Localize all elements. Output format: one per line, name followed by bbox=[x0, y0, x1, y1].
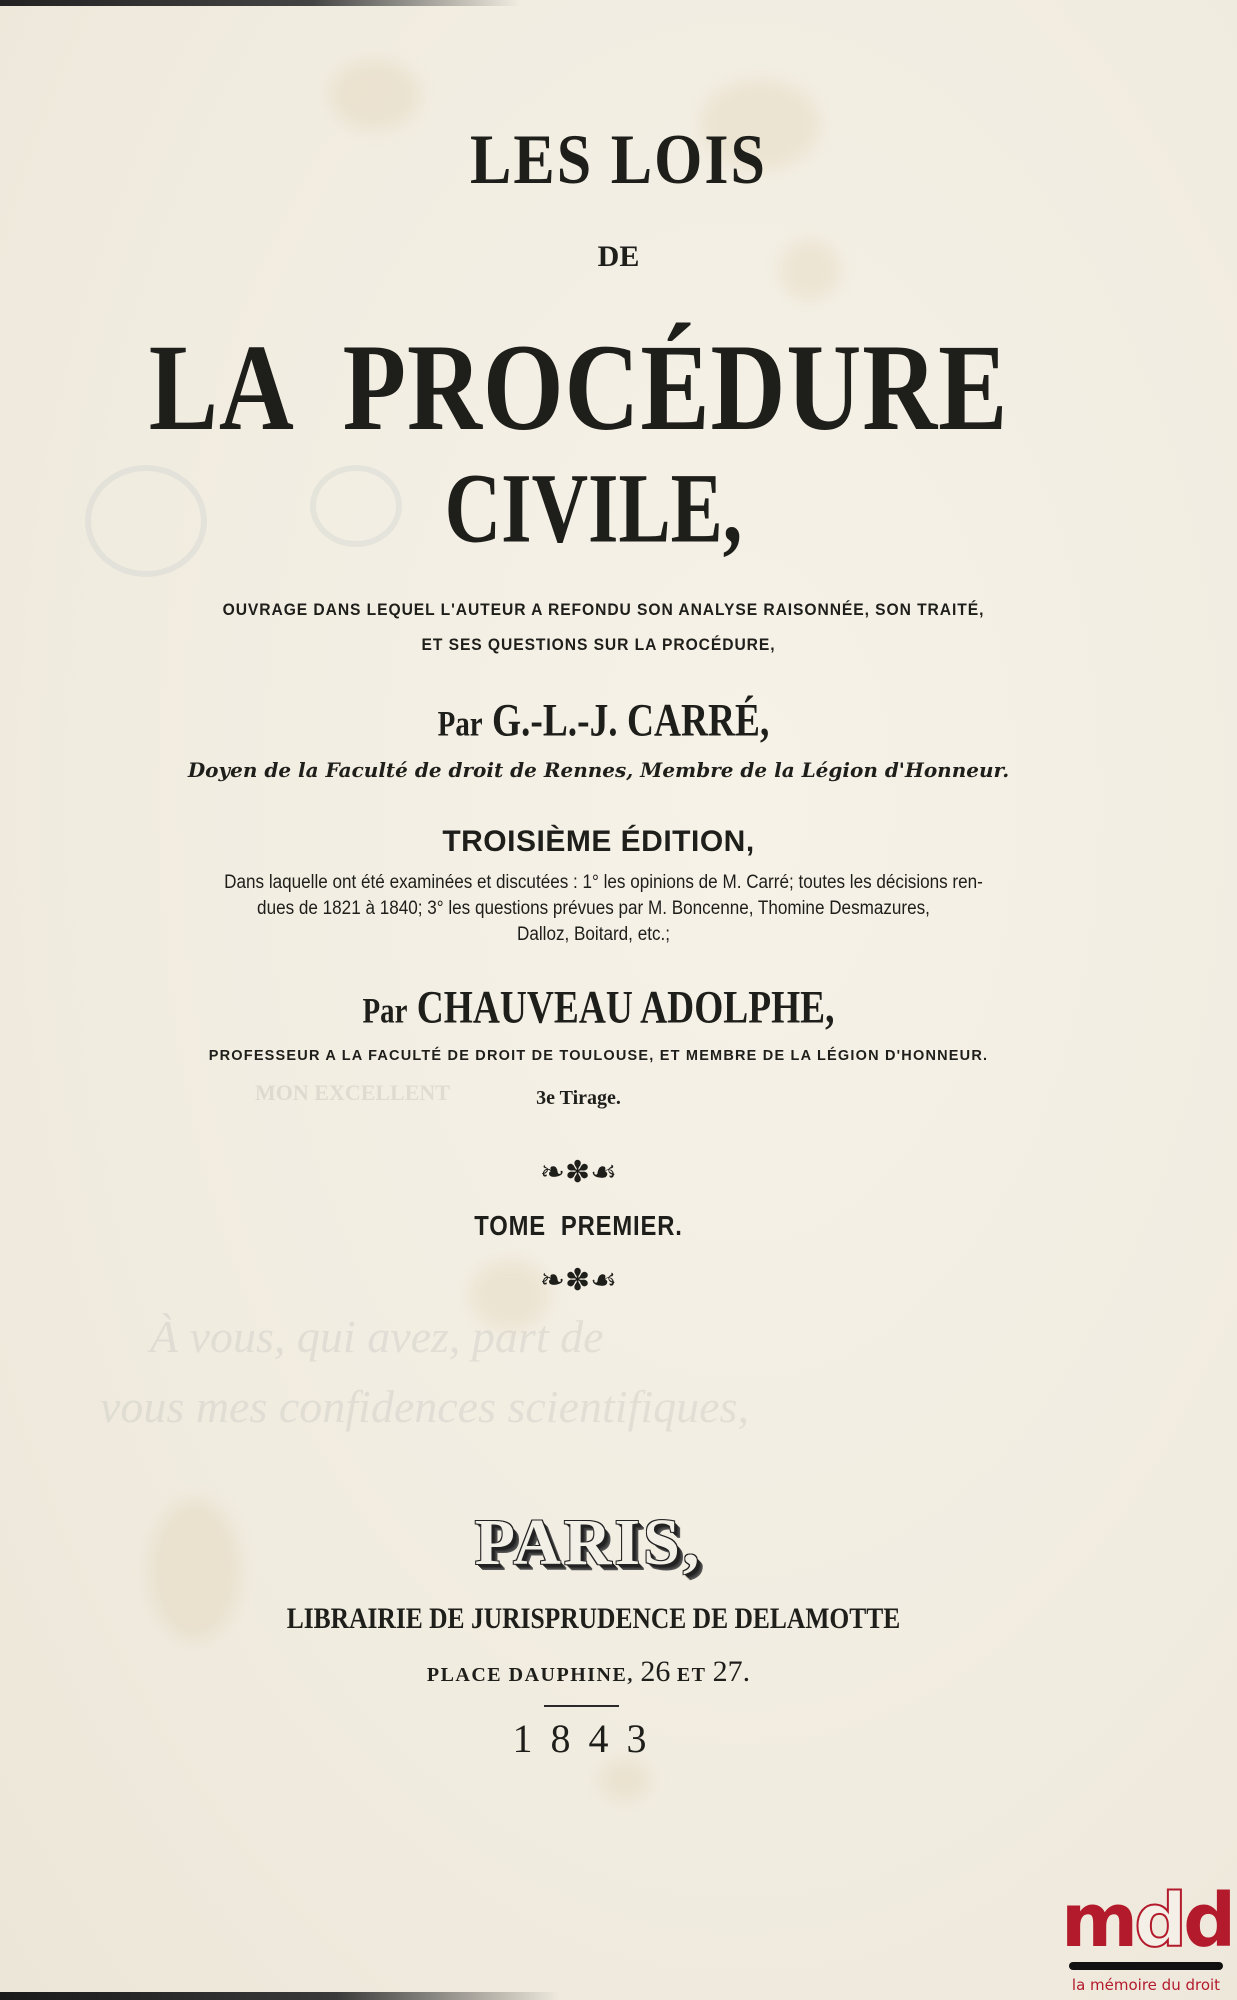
imprint-year: 1843 bbox=[512, 1716, 665, 1761]
logo-letter: m bbox=[1061, 1878, 1135, 1964]
page-edge-shadow bbox=[0, 0, 520, 6]
title-les-lois: LES LOIS bbox=[470, 120, 767, 200]
author-name: CHAUVEAU ADOLPHE, bbox=[416, 981, 835, 1034]
imprint-address bbox=[0, 1655, 1207, 1689]
volume-label: TOME PREMIER. bbox=[474, 1210, 683, 1241]
foxing-stain bbox=[600, 1760, 650, 1800]
ornament-icon: ❧✽☙ bbox=[539, 1264, 618, 1297]
author-chauveau bbox=[73, 981, 1124, 1035]
author-chauveau-affiliation: PROFESSEUR A LA FACULTÉ DE DROIT DE TOULOUSE, ET MEMBRE DE LA LÉGION D'HONNEUR. bbox=[208, 1048, 989, 1064]
imprint-publisher: LIBRAIRIE DE JURISPRUDENCE DE DELAMOTTE bbox=[286, 1602, 901, 1635]
edition-desc-line-1: Dans laquelle ont été examinées et discutées : 1° les opinions de M. Carré; toutes les décisions ren- bbox=[224, 872, 983, 893]
mdd-logo-mark bbox=[1061, 1878, 1233, 1964]
address-number: 26 bbox=[640, 1655, 671, 1688]
logo-tagline: la mémoire du droit bbox=[1071, 1976, 1221, 1994]
imprint-city: PARIS, bbox=[474, 1506, 703, 1579]
bleed-through-text: vous mes confidences scientifiques, bbox=[100, 1381, 749, 1432]
author-prefix: Par bbox=[362, 992, 408, 1032]
edition-desc-line-3: Dalloz, Boitard, etc.; bbox=[516, 924, 671, 945]
bleed-through-text: À vous, qui avez, part de bbox=[150, 1311, 604, 1362]
title-la-procedure: LA PROCÉDURE bbox=[148, 318, 1009, 457]
title-civile: CIVILE, bbox=[444, 452, 743, 564]
bleed-through-text: MON EXCELLENT bbox=[255, 1080, 450, 1105]
subtitle-line-2: ET SES QUESTIONS SUR LA PROCÉDURE, bbox=[421, 635, 776, 654]
address-et: ET bbox=[676, 1664, 707, 1686]
author-prefix: Par bbox=[437, 705, 483, 745]
address-street: PLACE DAUPHINE, bbox=[426, 1664, 634, 1686]
ornament-icon: ❧✽☙ bbox=[539, 1156, 618, 1189]
title-de: DE bbox=[597, 240, 640, 273]
logo-letter: d bbox=[1183, 1878, 1233, 1964]
author-carre bbox=[78, 694, 1129, 748]
edition-desc-line-2: dues de 1821 à 1840; 3° les questions prévues par M. Boncenne, Thomine Desmazures, bbox=[257, 898, 930, 919]
author-carre-affiliation: Doyen de la Faculté de droit de Rennes, Membre de la Légion d'Honneur. bbox=[187, 758, 1010, 782]
author-name: G.-L.-J. CARRÉ, bbox=[491, 694, 770, 747]
divider-rule bbox=[544, 1705, 619, 1707]
edition-label: TROISIÈME ÉDITION, bbox=[442, 825, 755, 858]
printing-note: 3e Tirage. bbox=[536, 1087, 621, 1109]
logo-letter: d bbox=[1134, 1878, 1184, 1964]
mdd-logo bbox=[1061, 1878, 1233, 1994]
address-number: 27. bbox=[712, 1655, 751, 1688]
page-edge-shadow bbox=[0, 1992, 560, 2000]
subtitle-line-1: OUVRAGE DANS LEQUEL L'AUTEUR A REFONDU SON ANALYSE RAISONNÉE, SON TRAITÉ, bbox=[222, 600, 985, 619]
